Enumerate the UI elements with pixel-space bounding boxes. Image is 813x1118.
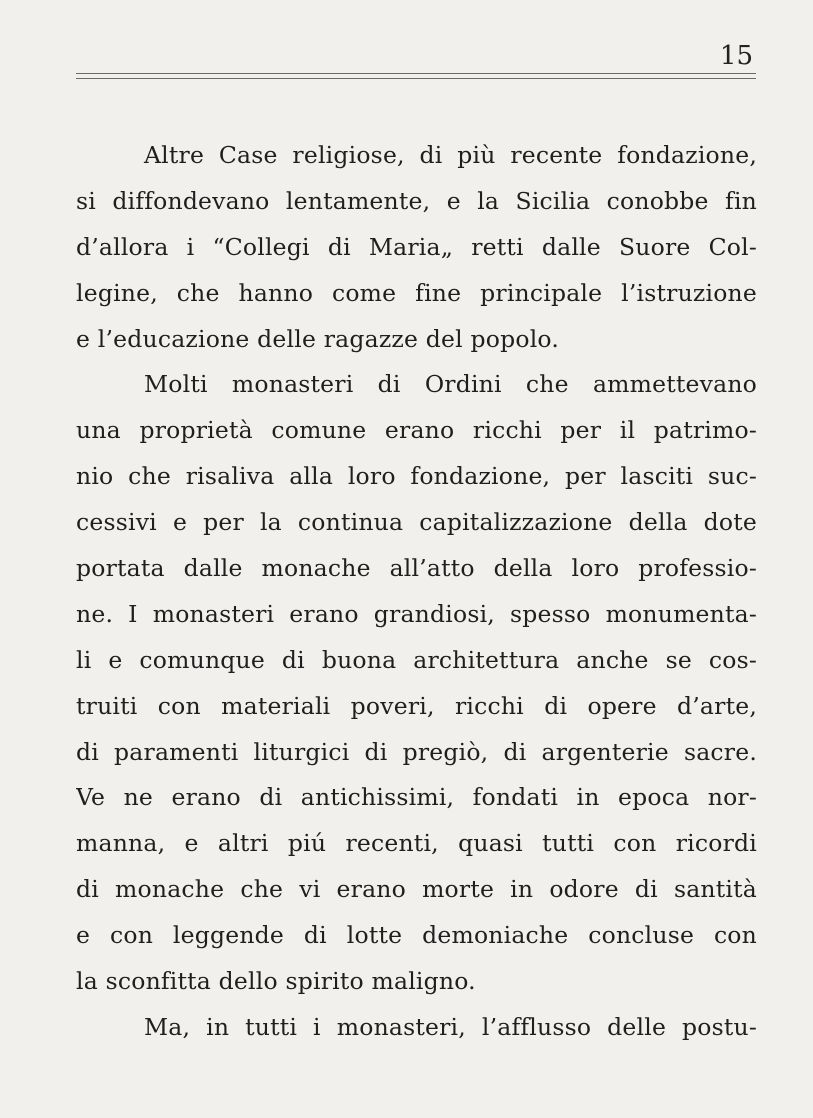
- text-line: una proprietà comune erano ricchi per il patrimo-: [76, 416, 757, 445]
- header-rule-bottom: [76, 78, 756, 79]
- text-line: portata dalle monache all’atto della loro professio-: [76, 554, 757, 583]
- text-line: si diffondevano lentamente, e la Sicilia conobbe fin: [76, 186, 757, 215]
- page-number: 15: [719, 41, 753, 71]
- text-line: di monache che vi erano morte in odore di santità: [76, 875, 757, 904]
- text-line: truiti con materiali poveri, ricchi di opere d’arte,: [76, 691, 757, 720]
- text-line: manna, e altri piú recenti, quasi tutti con ricordi: [76, 829, 757, 858]
- text-line: nio che risaliva alla loro fondazione, per lasciti suc-: [76, 462, 757, 491]
- text-line: Molti monasteri di Ordini che ammettevano: [144, 370, 757, 399]
- text-line: di paramenti liturgici di pregiò, di argenterie sacre.: [76, 737, 757, 766]
- body-text: [76, 140, 757, 1058]
- text-line: ne. I monasteri erano grandiosi, spesso monumenta-: [76, 599, 757, 628]
- text-line: d’allora i “Collegi di Maria„ retti dalle Suore Col-: [76, 232, 757, 261]
- text-line: la sconfitta dello spirito maligno.: [76, 967, 476, 996]
- text-line: Ve ne erano di antichissimi, fondati in epoca nor-: [76, 783, 757, 812]
- text-line: e con leggende di lotte demoniache concluse con: [76, 921, 757, 950]
- text-line: Ma, in tutti i monasteri, l’afflusso delle postu-: [144, 1012, 757, 1041]
- text-line: Altre Case religiose, di più recente fondazione,: [144, 141, 757, 169]
- text-line: li e comunque di buona architettura anche se cos-: [76, 645, 757, 674]
- header-rule-top: [76, 73, 756, 74]
- text-line: e l’educazione delle ragazze del popolo.: [76, 324, 560, 353]
- text-line: legine, che hanno come fine principale l’istruzione: [76, 278, 757, 307]
- text-line: cessivi e per la continua capitalizzazione della dote: [76, 508, 757, 537]
